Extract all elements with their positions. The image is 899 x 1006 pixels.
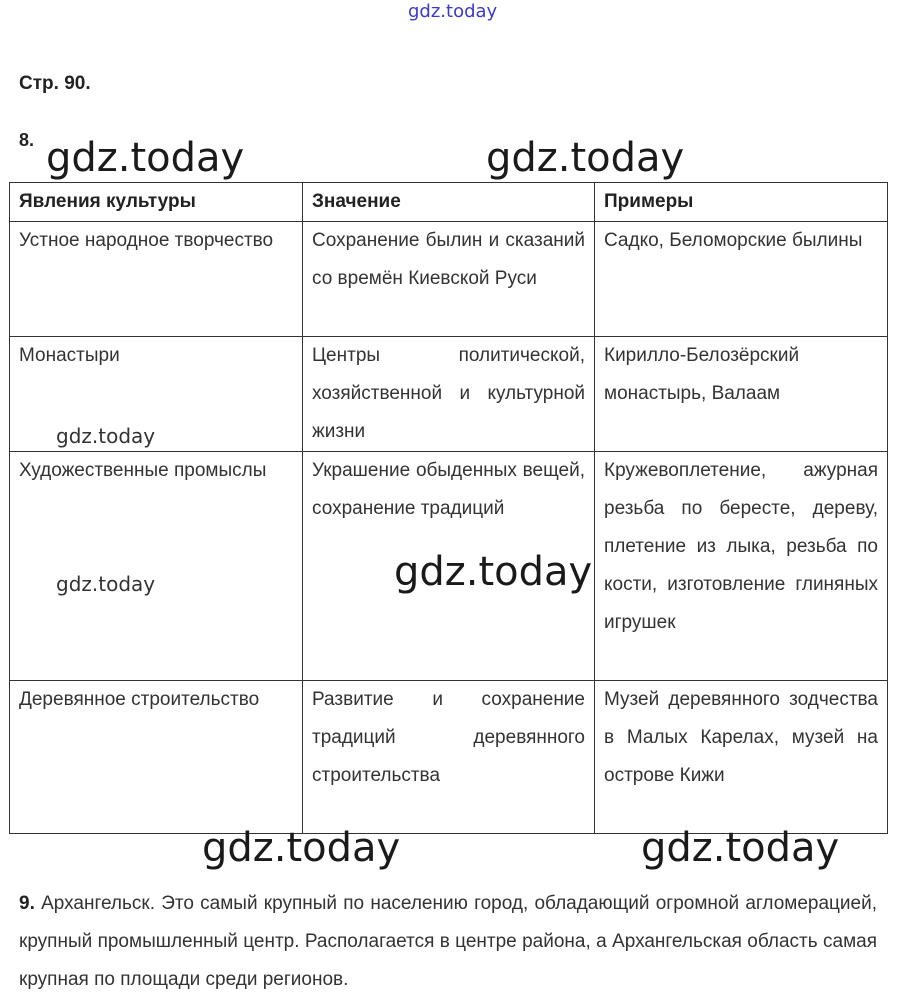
watermark: gdz.today	[641, 825, 840, 871]
table-cell: Деревянное строительство	[10, 681, 303, 834]
task-8-number: 8.	[19, 130, 35, 150]
table-row	[10, 222, 888, 337]
watermark-top: gdz.today	[408, 1, 498, 22]
table-row	[10, 681, 888, 834]
watermark: gdz.today	[46, 135, 245, 181]
task-9-text: Архангельск. Это самый крупный по населению город, обладающий огромной агломерацией, крупный промышленный центр. Располагается в центре района, а Архангельская область самая крупная по площади среди регионов.	[19, 893, 877, 990]
table-cell: Сохранение былин и сказаний со времён Киевской Руси	[303, 222, 595, 337]
column-header-phenomena: Явления культуры	[10, 183, 303, 222]
page-heading: Стр. 90.	[19, 73, 91, 94]
table-header-row	[10, 183, 888, 222]
column-header-meaning: Значение	[303, 183, 595, 222]
table-cell: Кирилло-Белозёрский монастырь, Валаам	[595, 337, 888, 452]
table-cell: Монастыри	[10, 337, 303, 452]
watermark: gdz.today	[486, 135, 685, 181]
column-header-examples: Примеры	[595, 183, 888, 222]
watermark: gdz.today	[394, 549, 593, 595]
table-cell: Художественные промыслы	[10, 452, 303, 681]
task-9-paragraph	[19, 885, 877, 999]
table-cell: Кружевоплетение, ажурная резьба по бересте, дереву, плетение из лыка, резьба по кости, изготовление глиняных игрушек	[595, 452, 888, 681]
watermark: gdz.today	[56, 572, 156, 596]
watermark: gdz.today	[202, 825, 401, 871]
watermark: gdz.today	[56, 424, 156, 448]
task-9-number: 9.	[19, 893, 35, 914]
table-cell: Музей деревянного зодчества в Малых Карелах, музей на острове Кижи	[595, 681, 888, 834]
culture-table	[9, 182, 888, 834]
table-cell: Устное народное творчество	[10, 222, 303, 337]
table-cell: Украшение обыденных вещей, сохранение традиций	[303, 452, 595, 681]
table-cell: Центры политической, хозяйственной и культурной жизни	[303, 337, 595, 452]
table-cell: Садко, Беломорские былины	[595, 222, 888, 337]
table-cell: Развитие и сохранение традиций деревянного строительства	[303, 681, 595, 834]
